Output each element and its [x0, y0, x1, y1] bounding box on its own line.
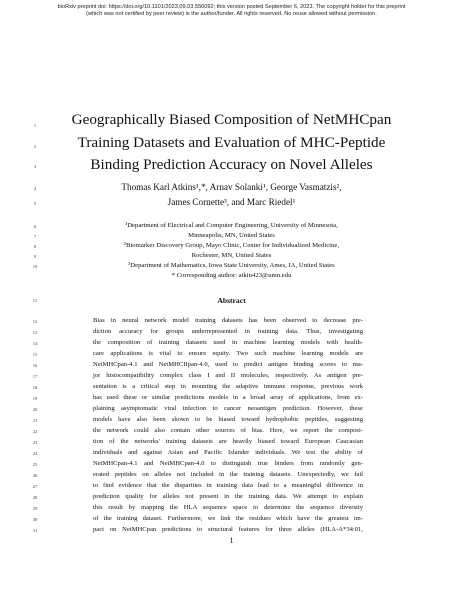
line-number: 28	[32, 495, 38, 500]
abstract-line: Bias in neural network model training datasets has been observed to decrease pre-	[93, 317, 363, 324]
abstract-line: the composition of training datasets used in machine learning models with health-	[93, 339, 363, 346]
line-number: 24	[32, 451, 38, 456]
line-number: 7	[33, 234, 37, 239]
preprint-line-2: (which was not certified by peer review) is the author/funder. All rights reserved. No reuse allowed without permission.	[86, 10, 377, 17]
line-number: 19	[32, 396, 38, 401]
abstract-line: to find evidence that the disparities in training data lead to a meaningful difference in	[93, 482, 363, 489]
abstract-line: has used these or similar predictions models in a broad array of applications, from ex-	[93, 394, 363, 401]
abstract-line: erated peptides on alleles not included in the training datasets. Unexpectedly, we fail	[93, 471, 363, 478]
line-number: 22	[32, 429, 38, 434]
line-number: 25	[32, 462, 38, 467]
affiliation-line-3: ²Biomarker Discovery Group, Mayo Clinic, Center for Individualized Medicine,	[123, 242, 340, 249]
abstract-line: NetMHCpan-4.1 and NetMHCIIpan-4.0, used to predict antigen binding scores to ma-	[93, 361, 363, 368]
line-number: 21	[32, 418, 38, 423]
abstract-line: models have also been shown to be biased toward hydrophobic peptides, suggesting	[93, 416, 363, 423]
line-number: 2	[33, 144, 37, 149]
line-number: 18	[32, 385, 38, 390]
corresponding-author: * Corresponding author: atkin423@umn.edu	[171, 272, 292, 279]
line-number: 12	[32, 319, 38, 324]
abstract-line: diction accuracy for groups underrepresented in training data. Thus, investigating	[93, 328, 363, 335]
line-number: 9	[33, 254, 37, 259]
abstract-line: prediction quality for alleles not present in the training data. We attempt to explain	[93, 493, 363, 500]
abstract-heading: Abstract	[217, 296, 246, 305]
title-line-1: Geographically Biased Composition of NetMHCpan	[71, 111, 392, 128]
line-number: 30	[32, 517, 38, 522]
abstract-line: of the training dataset. Furthermore, we link the residues which have the greatest im-	[93, 515, 363, 522]
line-number: 17	[32, 374, 38, 379]
affiliation-line-5: ³Department of Mathematics, Iowa State University, Ames, IA, United States	[128, 262, 335, 269]
line-number: 15	[32, 352, 38, 357]
line-number: 10	[32, 264, 38, 269]
line-number: 14	[32, 341, 38, 346]
preprint-line-1: bioRxiv preprint doi: https://doi.org/10.1101/2023.09.03.556092; this version posted September 6, 2023. The copyright holder for this preprint	[57, 4, 406, 10]
affiliation-line-4: Rochester, MN, United States	[191, 252, 272, 259]
abstract-line: sentation is a critical step in mounting the adaptive immune response, previous work	[93, 383, 363, 390]
abstract-line: care applications is vital to ensure equity. Two such machine learning models are	[93, 350, 363, 357]
abstract-line: the network could also contain other sources of bias. Here, we report the composi-	[93, 427, 363, 434]
line-number: 3	[33, 164, 37, 169]
line-number: 16	[32, 363, 38, 368]
abstract-line: tion of the networks' training datasets are heavily biased toward European Caucasian	[93, 438, 363, 445]
authors-line-2: James Cornette³, and Marc Riedel¹	[167, 197, 296, 207]
line-number: 20	[32, 407, 38, 412]
line-number: 31	[32, 528, 38, 533]
page-number: 1	[229, 536, 234, 545]
line-number: 27	[32, 484, 38, 489]
abstract-line: jor histocompatibility complex class I and II molecules, respectively. As antigen pre-	[93, 372, 363, 379]
abstract-line: pact on NetMHCpan predictions to structural features for three alleles (HLA-A*34:01,	[93, 526, 363, 533]
preprint-header	[0, 4, 463, 17]
title-line-2: Training Datasets and Evaluation of MHC-Peptide	[77, 134, 386, 151]
authors-line-1: Thomas Karl Atkins¹,*, Arnav Solanki¹, George Vasmatzis²,	[121, 182, 342, 192]
line-number: 1	[33, 123, 37, 128]
line-number: 4	[33, 186, 37, 191]
affiliation-line-1: ¹Department of Electrical and Computer Engineering, University of Minnesota,	[125, 222, 338, 229]
line-number: 29	[32, 506, 38, 511]
line-number: 13	[32, 330, 38, 335]
abstract-line: individuals and against Asian and Pacific Islander individuals. We test the ability of	[93, 449, 363, 456]
abstract-line: plaining asymptomatic viral infection to cancer neoantigen prediction. However, these	[93, 405, 363, 412]
line-number: 5	[33, 201, 37, 206]
line-number: 8	[33, 244, 37, 249]
title-line-3: Binding Prediction Accuracy on Novel Alleles	[90, 156, 373, 173]
line-number: 26	[32, 473, 38, 478]
line-number: 11	[32, 298, 38, 303]
line-number: 23	[32, 440, 38, 445]
abstract-line: this result by mapping the HLA sequence space to determine the sequence diversity	[93, 504, 363, 511]
abstract-line: NetMHCpan-4.1 and NetMHCpan-4.0 to distinguish true binders from randomly gen-	[93, 460, 363, 467]
affiliation-line-2: Minneapolis, MN, United States	[188, 232, 275, 239]
line-number: 6	[33, 224, 37, 229]
